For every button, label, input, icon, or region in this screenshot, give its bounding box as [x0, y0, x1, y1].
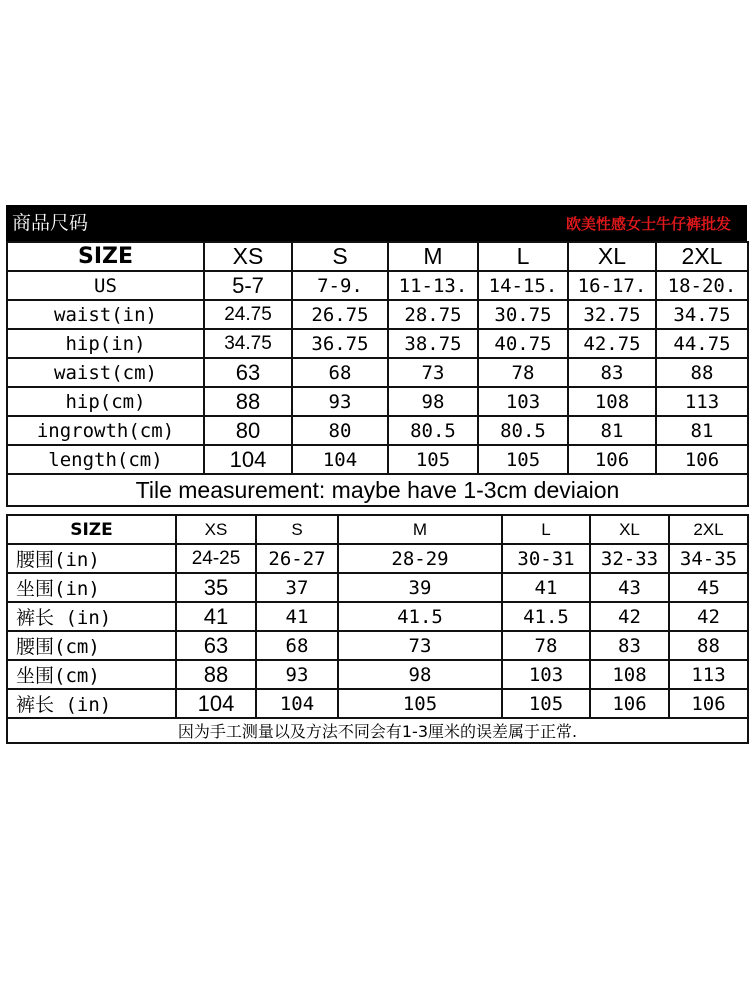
table-cell: 105 — [338, 689, 502, 718]
table-cell: 41.5 — [338, 602, 502, 631]
size-column-header: XS — [204, 242, 292, 271]
table-cell: 39 — [338, 573, 502, 602]
row-label: 坐围(cm) — [7, 660, 176, 689]
size-chart — [6, 205, 747, 744]
table-cell: 37 — [256, 573, 338, 602]
table-cell: 88 — [669, 631, 748, 660]
table-cell: 108 — [590, 660, 669, 689]
table-cell: 104 — [256, 689, 338, 718]
table-cell: 104 — [292, 445, 388, 474]
product-description-title: 欧美性感女士牛仔裤批发 — [565, 215, 731, 233]
table-row — [7, 445, 748, 474]
table-cell: 44.75 — [656, 329, 748, 358]
table-cell: 41 — [256, 602, 338, 631]
table-cell: 80.5 — [388, 416, 478, 445]
table-cell: 34-35 — [669, 544, 748, 573]
table-cell: 32.75 — [568, 300, 656, 329]
table-cell: 105 — [478, 445, 568, 474]
row-label: 坐围(in) — [7, 573, 176, 602]
table-cell: 113 — [656, 387, 748, 416]
table-cell: 93 — [256, 660, 338, 689]
table-cell: 105 — [502, 689, 590, 718]
table-cell: 11-13. — [388, 271, 478, 300]
table-cell: 81 — [656, 416, 748, 445]
table-cell: 28.75 — [388, 300, 478, 329]
table-cell: 93 — [292, 387, 388, 416]
row-label: length(cm) — [7, 445, 204, 474]
row-label: hip(cm) — [7, 387, 204, 416]
table-row — [7, 602, 748, 631]
table-cell: 32-33 — [590, 544, 669, 573]
row-label: US — [7, 271, 204, 300]
table-cell: 45 — [669, 573, 748, 602]
table-cell: 7-9. — [292, 271, 388, 300]
table-cell: 30.75 — [478, 300, 568, 329]
size-header-cell: SIZE — [7, 242, 204, 271]
table-cell: 81 — [568, 416, 656, 445]
row-label: 腰围(cm) — [7, 631, 176, 660]
table-cell: 18-20. — [656, 271, 748, 300]
row-label: 裤长 (in) — [7, 602, 176, 631]
measurement-note-chinese: 因为手工测量以及方法不同会有1-3厘米的误差属于正常. — [7, 718, 748, 743]
table-cell: 35 — [176, 573, 256, 602]
table-row — [7, 631, 748, 660]
table-cell: 36.75 — [292, 329, 388, 358]
table-cell: 83 — [590, 631, 669, 660]
table-cell: 16-17. — [568, 271, 656, 300]
table-cell: 73 — [338, 631, 502, 660]
table-row — [7, 300, 748, 329]
row-label: waist(in) — [7, 300, 204, 329]
table-cell: 41 — [502, 573, 590, 602]
table-cell: 41.5 — [502, 602, 590, 631]
table-cell: 104 — [176, 689, 256, 718]
size-header-cell: SIZE — [7, 515, 176, 544]
table-cell: 5-7 — [204, 271, 292, 300]
table-cell: 41 — [176, 602, 256, 631]
size-column-header: S — [256, 515, 338, 544]
measurement-note: Tile measurement: maybe have 1-3cm deviaion — [7, 474, 748, 506]
table-row — [7, 544, 748, 573]
size-column-header: L — [478, 242, 568, 271]
table-cell: 88 — [176, 660, 256, 689]
table-cell: 78 — [478, 358, 568, 387]
table-cell: 106 — [568, 445, 656, 474]
table-cell: 42.75 — [568, 329, 656, 358]
size-column-header: 2XL — [669, 515, 748, 544]
table-cell: 34.75 — [204, 329, 292, 358]
table-cell: 78 — [502, 631, 590, 660]
size-table-chinese — [6, 514, 749, 744]
size-column-header: XS — [176, 515, 256, 544]
table-row — [7, 358, 748, 387]
table-cell: 108 — [568, 387, 656, 416]
table-cell: 24.75 — [204, 300, 292, 329]
table-cell: 88 — [204, 387, 292, 416]
table-cell: 34.75 — [656, 300, 748, 329]
table-header-row — [7, 242, 748, 271]
table-cell: 68 — [256, 631, 338, 660]
row-label: waist(cm) — [7, 358, 204, 387]
table-cell: 26.75 — [292, 300, 388, 329]
size-table-english — [6, 241, 749, 507]
table-row — [7, 271, 748, 300]
table-cell: 30-31 — [502, 544, 590, 573]
table-cell: 63 — [176, 631, 256, 660]
table-cell: 88 — [656, 358, 748, 387]
table-cell: 26-27 — [256, 544, 338, 573]
row-label: 腰围(in) — [7, 544, 176, 573]
table-row — [7, 689, 748, 718]
note-row — [7, 474, 748, 506]
table-cell: 98 — [338, 660, 502, 689]
table-cell: 40.75 — [478, 329, 568, 358]
table-cell: 98 — [388, 387, 478, 416]
row-label: hip(in) — [7, 329, 204, 358]
table-cell: 113 — [669, 660, 748, 689]
product-size-title: 商品尺码 — [12, 212, 89, 234]
table-cell: 14-15. — [478, 271, 568, 300]
row-label: 裤长 (in) — [7, 689, 176, 718]
table-cell: 42 — [590, 602, 669, 631]
size-column-header: L — [502, 515, 590, 544]
table-cell: 24-25 — [176, 544, 256, 573]
table-cell: 106 — [590, 689, 669, 718]
table-row — [7, 573, 748, 602]
table-cell: 43 — [590, 573, 669, 602]
size-column-header: XL — [568, 242, 656, 271]
note-row — [7, 718, 748, 743]
size-column-header: XL — [590, 515, 669, 544]
table-row — [7, 329, 748, 358]
table-cell: 80 — [204, 416, 292, 445]
table-cell: 103 — [502, 660, 590, 689]
table-cell: 80.5 — [478, 416, 568, 445]
table-cell: 42 — [669, 602, 748, 631]
table-cell: 105 — [388, 445, 478, 474]
table-cell: 80 — [292, 416, 388, 445]
table-cell: 106 — [656, 445, 748, 474]
size-column-header: 2XL — [656, 242, 748, 271]
table-cell: 38.75 — [388, 329, 478, 358]
size-column-header: M — [388, 242, 478, 271]
title-bar — [6, 205, 747, 241]
table-cell: 28-29 — [338, 544, 502, 573]
table-cell: 68 — [292, 358, 388, 387]
table-header-row — [7, 515, 748, 544]
table-row — [7, 660, 748, 689]
table-cell: 103 — [478, 387, 568, 416]
size-column-header: M — [338, 515, 502, 544]
table-cell: 73 — [388, 358, 478, 387]
size-column-header: S — [292, 242, 388, 271]
table-cell: 83 — [568, 358, 656, 387]
table-cell: 104 — [204, 445, 292, 474]
table-row — [7, 416, 748, 445]
table-cell: 63 — [204, 358, 292, 387]
table-row — [7, 387, 748, 416]
table-cell: 106 — [669, 689, 748, 718]
row-label: ingrowth(cm) — [7, 416, 204, 445]
